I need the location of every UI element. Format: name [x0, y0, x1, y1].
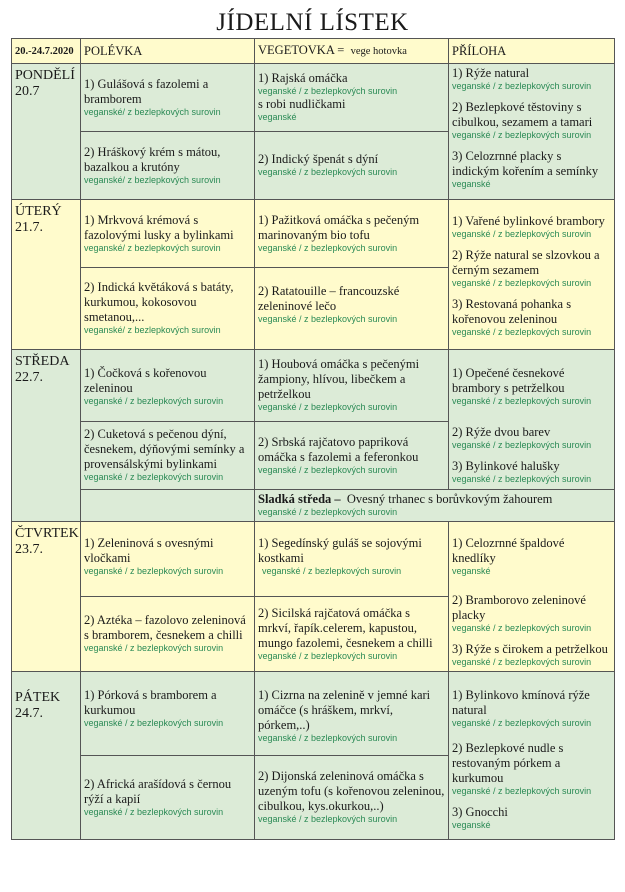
- day-cell: PÁTEK 24.7.: [12, 672, 81, 840]
- veg-cell: 1) Rajská omáčka veganské / z bezlepkových surovin s robi nudličkami veganské: [255, 64, 449, 132]
- soup-cell: 2) Cuketová s pečenou dýní, česnekem, dýňovými semínky a provensálskými bylinkami veganské / z bezlepkových surovin: [81, 422, 255, 490]
- soup-cell: 2) Indická květáková s batáty, kurkumou, kokosovou smetanou,... veganské/ z bezlepkových surovin: [81, 268, 255, 350]
- side-cell: 1) Celozrnné špaldové knedlíky veganské 2) Bramborovo zeleninové placky veganské / z bezlepkových surovin 3) Rýže s čirokem a petrželkou veganské / z bezlepkových surovin: [449, 522, 615, 672]
- soup-cell: 2) Africká arašídová s černou rýží a kapií veganské / z bezlepkových surovin: [81, 756, 255, 840]
- thursday-row-1: [12, 522, 615, 597]
- veg-cell: 1) Houbová omáčka s pečenými žampiony, hlívou, libečkem a petrželkou veganské / z bezlepkových surovin: [255, 350, 449, 422]
- sweet-spacer: [81, 490, 255, 522]
- day-cell: ÚTERÝ 21.7.: [12, 200, 81, 350]
- side-cell: 1) Bylinkovo kmínová rýže natural veganské / z bezlepkových surovin 2) Bezlepkové nudle s restovaným pórkem a kurkumou veganské / z bezlepkových surovin 3) Gnocchi veganské: [449, 672, 615, 840]
- veg-cell: 2) Indický špenát s dýní veganské / z bezlepkových surovin: [255, 132, 449, 200]
- wednesday-row-1: [12, 350, 615, 422]
- veg-cell: 1) Cizrna na zelenině v jemné kari omáčce (s hráškem, mrkví, pórkem,..) veganské / z bezlepkových surovin: [255, 672, 449, 756]
- page-title: JÍDELNÍ LÍSTEK: [216, 9, 409, 36]
- soup-cell: 1) Čočková s kořenovou zeleninou veganské / z bezlepkových surovin: [81, 350, 255, 422]
- soup-cell: 1) Mrkvová krémová s fazolovými lusky a bylinkami veganské/ z bezlepkových surovin: [81, 200, 255, 268]
- sweet-cell: Sladká středa – Ovesný trhanec s borůvkovým žahourem veganské / z bezlepkových surovin: [255, 490, 615, 522]
- week-dates: 20.-24.7.2020: [12, 39, 81, 64]
- veg-cell: 2) Sicilská rajčatová omáčka s mrkví, řapík.celerem, kapustou, mungo fazolemi, česnekem a chilli veganské / z bezlepkových surovin: [255, 597, 449, 672]
- soup-cell: 1) Pórková s bramborem a kurkumou veganské / z bezlepkových surovin: [81, 672, 255, 756]
- soup-cell: 1) Zeleninová s ovesnými vločkami veganské / z bezlepkových surovin: [81, 522, 255, 597]
- veg-header: VEGETOVKA = vege hotovka: [255, 39, 449, 64]
- soup-header: POLÉVKA: [81, 39, 255, 64]
- side-cell: 1) Vařené bylinkové brambory veganské / z bezlepkových surovin 2) Rýže natural se slzovkou a černým sezamem veganské / z bezlepkových surovin 3) Restovaná pohanka s kořenovou zeleninou veganské / z bezlepkových surovin: [449, 200, 615, 350]
- day-cell: STŘEDA 22.7.: [12, 350, 81, 522]
- veg-cell: 2) Dijonská zeleninová omáčka s uzeným tofu (s kořenovou zeleninou, cibulkou, kys.okurkou,..) veganské / z bezlepkových surovin: [255, 756, 449, 840]
- veg-cell: 1) Segedínský guláš se sojovými kostkami veganské / z bezlepkových surovin: [255, 522, 449, 597]
- day-cell: PONDĚLÍ 20.7: [12, 64, 81, 200]
- veg-cell: 2) Srbská rajčatovo papriková omáčka s fazolemi a feferonkou veganské / z bezlepkových surovin: [255, 422, 449, 490]
- soup-cell: 2) Aztéka – fazolovo zeleninová s bramborem, česnekem a chilli veganské / z bezlepkových surovin: [81, 597, 255, 672]
- day-cell: ČTVRTEK 23.7.: [12, 522, 81, 672]
- header-row: [12, 39, 615, 64]
- side-cell: 1) Rýže natural veganské / z bezlepkových surovin 2) Bezlepkové těstoviny s cibulkou, sezamem a tamari veganské / z bezlepkových surovin 3) Celozrnné placky s indickým kořením a semínky veganské: [449, 64, 615, 200]
- menu-table: [11, 38, 615, 840]
- soup-cell: 1) Gulášová s fazolemi a bramborem veganské/ z bezlepkových surovin: [81, 64, 255, 132]
- soup-cell: 2) Hráškový krém s mátou, bazalkou a krutóny veganské/ z bezlepkových surovin: [81, 132, 255, 200]
- side-cell: 1) Opečené česnekové brambory s petrželkou veganské / z bezlepkových surovin 2) Rýže dvou barev veganské / z bezlepkových surovin 3) Bylinkové halušky veganské / z bezlepkových surovin: [449, 350, 615, 490]
- tuesday-row-1: [12, 200, 615, 268]
- veg-cell: 1) Pažitková omáčka s pečeným marinovaným bio tofu veganské / z bezlepkových surovin: [255, 200, 449, 268]
- wednesday-sweet-row: [12, 490, 615, 522]
- friday-row-1: [12, 672, 615, 756]
- veg-cell: 2) Ratatouille – francouzské zeleninové lečo veganské / z bezlepkových surovin: [255, 268, 449, 350]
- monday-row-1: [12, 64, 615, 132]
- side-header: PŘÍLOHA: [449, 39, 615, 64]
